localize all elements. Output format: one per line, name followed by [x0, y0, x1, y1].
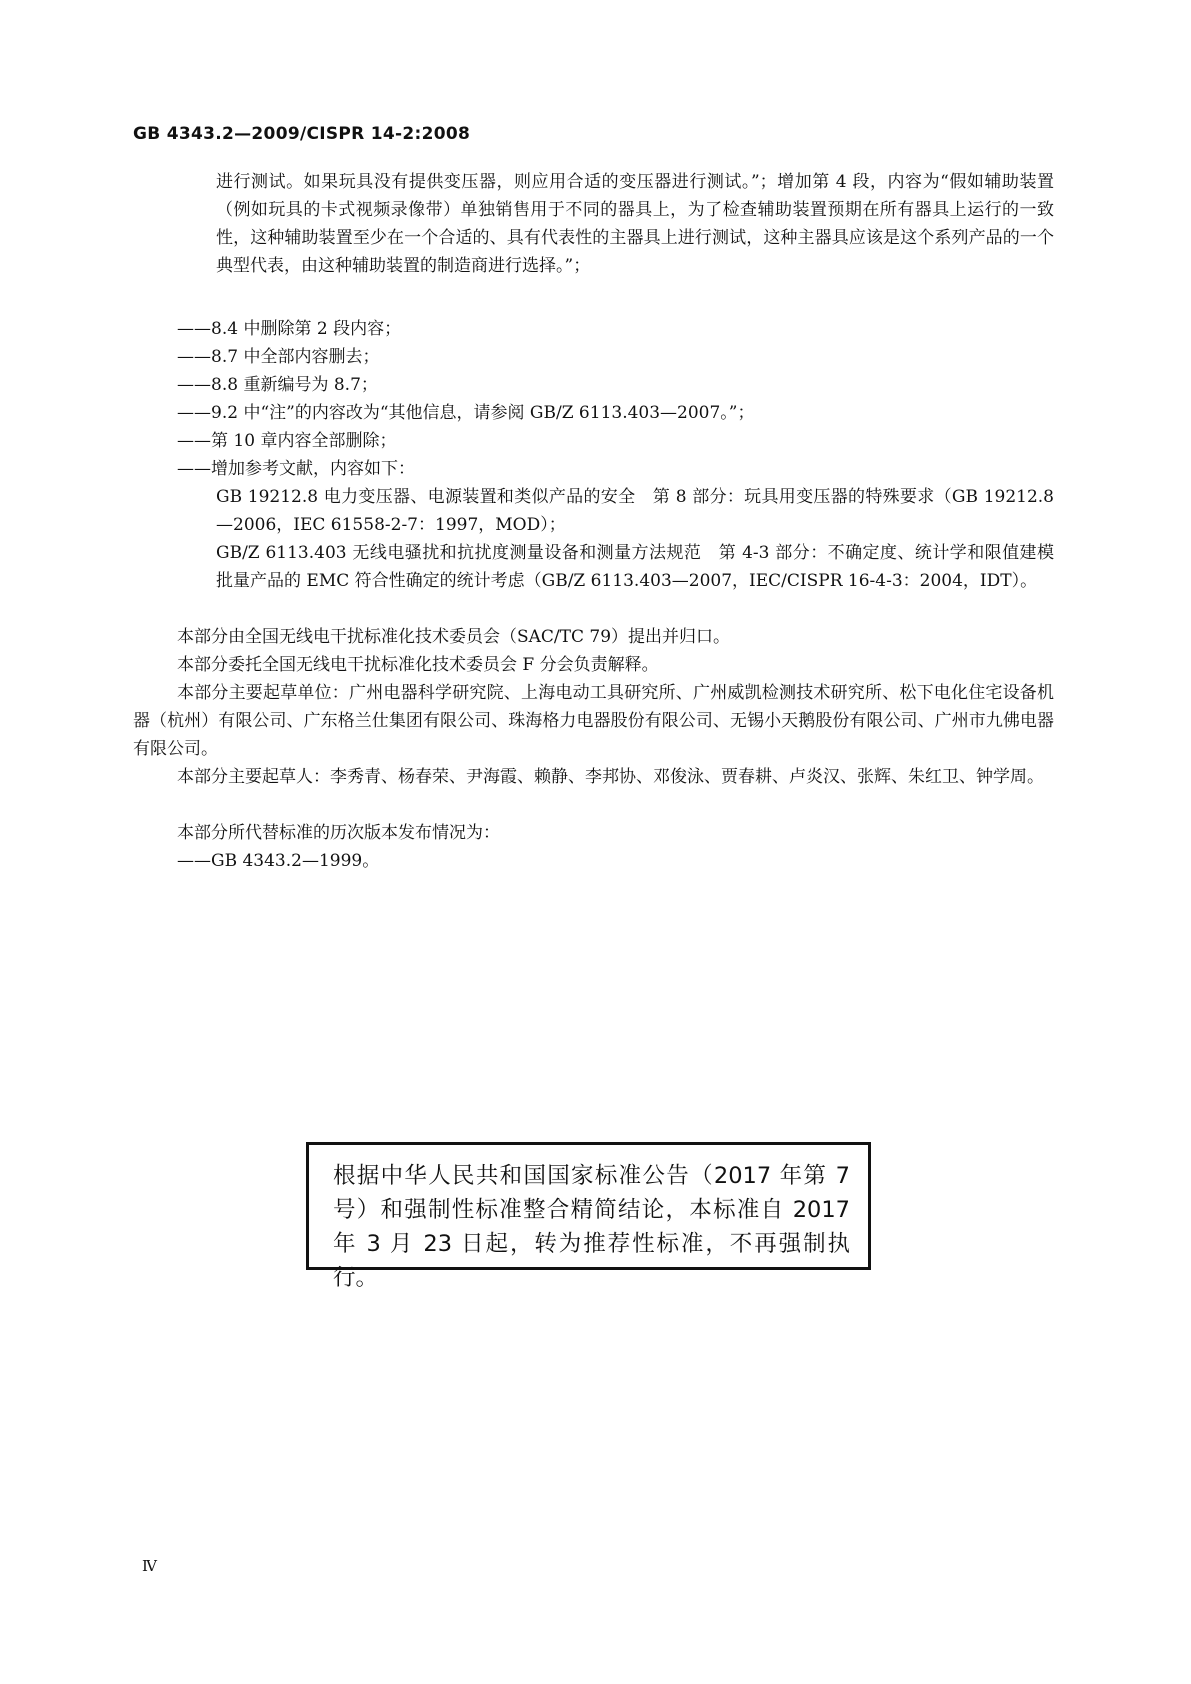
- amendment-item-9-2: ——9.2 中“注”的内容改为“其他信息，请参阅 GB/Z 6113.403—2007。”；: [177, 403, 755, 423]
- amendment-item-8-4: ——8.4 中删除第 2 段内容；: [177, 319, 402, 339]
- amendment-item-bibliography: ——增加参考文献，内容如下：: [177, 459, 415, 479]
- standard-code-header: GB 4343.2—2009/CISPR 14-2:2008: [133, 124, 471, 144]
- amendment-item-8-8: ——8.8 重新编号为 8.7；: [177, 375, 378, 395]
- notice-text: 根据中华人民共和国国家标准公告（2017 年第 7 号）和强制性标准整合精简结论，本标准自 2017 年 3 月 23 日起，转为推荐性标准，不再强制执行。: [333, 1163, 850, 1291]
- drafters-paragraph: 本部分主要起草人：李秀青、杨春荣、尹海霞、赖静、李邦协、邓俊泳、贾春耕、卢炎汉、张辉、朱红卫、钟学周。: [177, 767, 1044, 787]
- page-number: Ⅳ: [142, 1557, 156, 1575]
- notice-box: [306, 1142, 871, 1291]
- reference-gb-19212-8: GB 19212.8 电力变压器、电源装置和类似产品的安全 第 8 部分：玩具用变压器的特殊要求（GB 19212.8—2006，IEC 61558-2-7：1997，MOD）；: [216, 487, 1054, 535]
- history-item: ——GB 4343.2—1999。: [177, 851, 380, 871]
- interpreted-by-paragraph: 本部分委托全国无线电干扰标准化技术委员会 F 分会负责解释。: [177, 655, 659, 675]
- history-intro-paragraph: 本部分所代替标准的历次版本发布情况为：: [177, 823, 500, 843]
- amendment-continuation-text: 进行测试。如果玩具没有提供变压器，则应用合适的变压器进行测试。”；增加第 4 段，内容为“假如辅助装置（例如玩具的卡式视频录像带）单独销售用于不同的器具上，为了检查辅助装置预期在所有器具上运行的一致性，这种辅助装置至少在一个合适的、具有代表性的主器具上进行测试，这种主器具应该是这个系列产品的一个典型代表，由这种辅助装置的制造商进行选择。”；: [216, 172, 1054, 276]
- proposed-by-paragraph: 本部分由全国无线电干扰标准化技术委员会（SAC/TC 79）提出并归口。: [177, 627, 731, 647]
- amendment-item-chapter-10: ——第 10 章内容全部删除；: [177, 431, 397, 451]
- reference-gb-z-6113-403: GB/Z 6113.403 无线电骚扰和抗扰度测量设备和测量方法规范 第 4-3 部分：不确定度、统计学和限值建模 批量产品的 EMC 符合性确定的统计考虑（GB/Z 6113.403—2007，IEC/CISPR 16-4-3：2004，IDT）。: [216, 543, 1071, 591]
- amendment-item-8-7: ——8.7 中全部内容删去；: [177, 347, 380, 367]
- drafting-units-paragraph: 本部分主要起草单位：广州电器科学研究院、上海电动工具研究所、广州威凯检测技术研究所、松下电化住宅设备机器（杭州）有限公司、广东格兰仕集团有限公司、珠海格力电器股份有限公司、无锡小天鹅股份有限公司、广州市九佛电器有限公司。: [133, 683, 1054, 759]
